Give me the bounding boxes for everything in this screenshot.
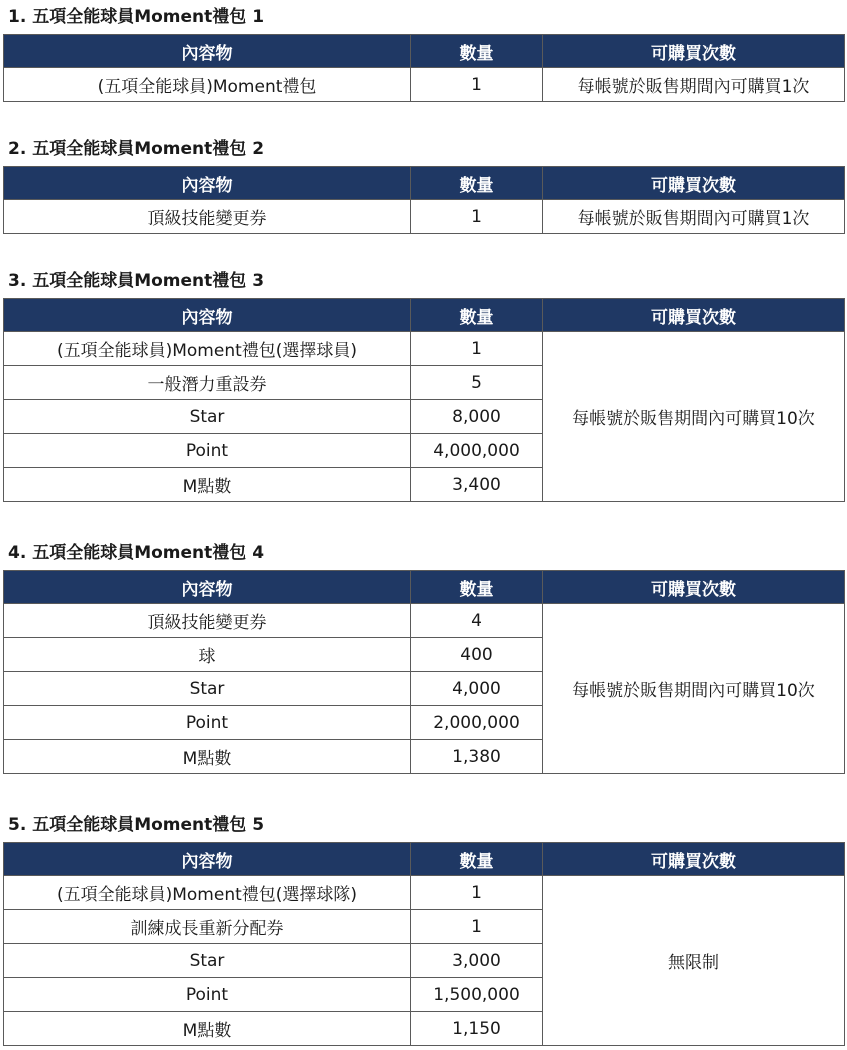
package-section-3 [3, 264, 844, 502]
header-row [4, 35, 845, 68]
table-row [4, 68, 845, 102]
item-name: M點數 [4, 740, 411, 774]
header-row [4, 843, 845, 876]
item-name: 頂級技能變更券 [4, 604, 411, 638]
header-quantity: 數量 [411, 35, 543, 68]
header-quantity: 數量 [411, 843, 543, 876]
header-contents: 內容物 [4, 167, 411, 200]
item-name: Star [4, 944, 411, 978]
section-title: 1. 五項全能球員Moment禮包 1 [8, 7, 265, 27]
table-row [4, 604, 845, 638]
header-quantity: 數量 [411, 299, 543, 332]
header-quantity: 數量 [411, 167, 543, 200]
item-quantity: 3,400 [411, 468, 543, 502]
item-quantity: 1,150 [411, 1012, 543, 1046]
header-row [4, 571, 845, 604]
item-quantity: 3,000 [411, 944, 543, 978]
item-name: (五項全能球員)Moment禮包(選擇球員) [4, 332, 411, 366]
package-table [3, 570, 845, 774]
item-name: 頂級技能變更券 [4, 200, 411, 234]
item-quantity: 1,500,000 [411, 978, 543, 1012]
header-purchase-limit: 可購買次數 [543, 167, 845, 200]
package-table [3, 166, 845, 234]
item-quantity: 2,000,000 [411, 706, 543, 740]
item-name: 球 [4, 638, 411, 672]
item-name: Point [4, 434, 411, 468]
header-contents: 內容物 [4, 843, 411, 876]
package-section-5 [3, 808, 844, 1046]
package-section-2 [3, 132, 844, 234]
item-quantity: 8,000 [411, 400, 543, 434]
package-section-1 [3, 0, 844, 102]
package-table [3, 842, 845, 1046]
section-title: 4. 五項全能球員Moment禮包 4 [8, 543, 265, 563]
header-purchase-limit: 可購買次數 [543, 843, 845, 876]
header-purchase-limit: 可購買次數 [543, 571, 845, 604]
package-table [3, 34, 845, 102]
section-title: 5. 五項全能球員Moment禮包 5 [8, 815, 265, 835]
purchase-limit: 每帳號於販售期間內可購買10次 [543, 604, 845, 774]
item-name: M點數 [4, 468, 411, 502]
section-title: 2. 五項全能球員Moment禮包 2 [8, 139, 265, 159]
header-contents: 內容物 [4, 35, 411, 68]
item-quantity: 4,000 [411, 672, 543, 706]
section-title: 3. 五項全能球員Moment禮包 3 [8, 271, 265, 291]
item-quantity: 1 [411, 200, 543, 234]
header-purchase-limit: 可購買次數 [543, 299, 845, 332]
purchase-limit: 每帳號於販售期間內可購買1次 [543, 200, 845, 234]
purchase-limit: 無限制 [543, 876, 845, 1046]
header-contents: 內容物 [4, 299, 411, 332]
item-name: (五項全能球員)Moment禮包(選擇球隊) [4, 876, 411, 910]
package-table [3, 298, 845, 502]
item-name: 訓練成長重新分配券 [4, 910, 411, 944]
table-row [4, 332, 845, 366]
item-quantity: 5 [411, 366, 543, 400]
item-name: Star [4, 400, 411, 434]
item-name: (五項全能球員)Moment禮包 [4, 68, 411, 102]
purchase-limit: 每帳號於販售期間內可購買1次 [543, 68, 845, 102]
header-quantity: 數量 [411, 571, 543, 604]
header-purchase-limit: 可購買次數 [543, 35, 845, 68]
item-name: Star [4, 672, 411, 706]
item-name: Point [4, 706, 411, 740]
item-name: M點數 [4, 1012, 411, 1046]
header-contents: 內容物 [4, 571, 411, 604]
header-row [4, 299, 845, 332]
package-section-4 [3, 536, 844, 774]
item-quantity: 1 [411, 910, 543, 944]
purchase-limit: 每帳號於販售期間內可購買10次 [543, 332, 845, 502]
table-row [4, 876, 845, 910]
item-name: 一般潛力重設券 [4, 366, 411, 400]
header-row [4, 167, 845, 200]
item-quantity: 4,000,000 [411, 434, 543, 468]
item-name: Point [4, 978, 411, 1012]
table-row [4, 200, 845, 234]
item-quantity: 1 [411, 332, 543, 366]
item-quantity: 4 [411, 604, 543, 638]
item-quantity: 400 [411, 638, 543, 672]
item-quantity: 1 [411, 68, 543, 102]
item-quantity: 1,380 [411, 740, 543, 774]
item-quantity: 1 [411, 876, 543, 910]
